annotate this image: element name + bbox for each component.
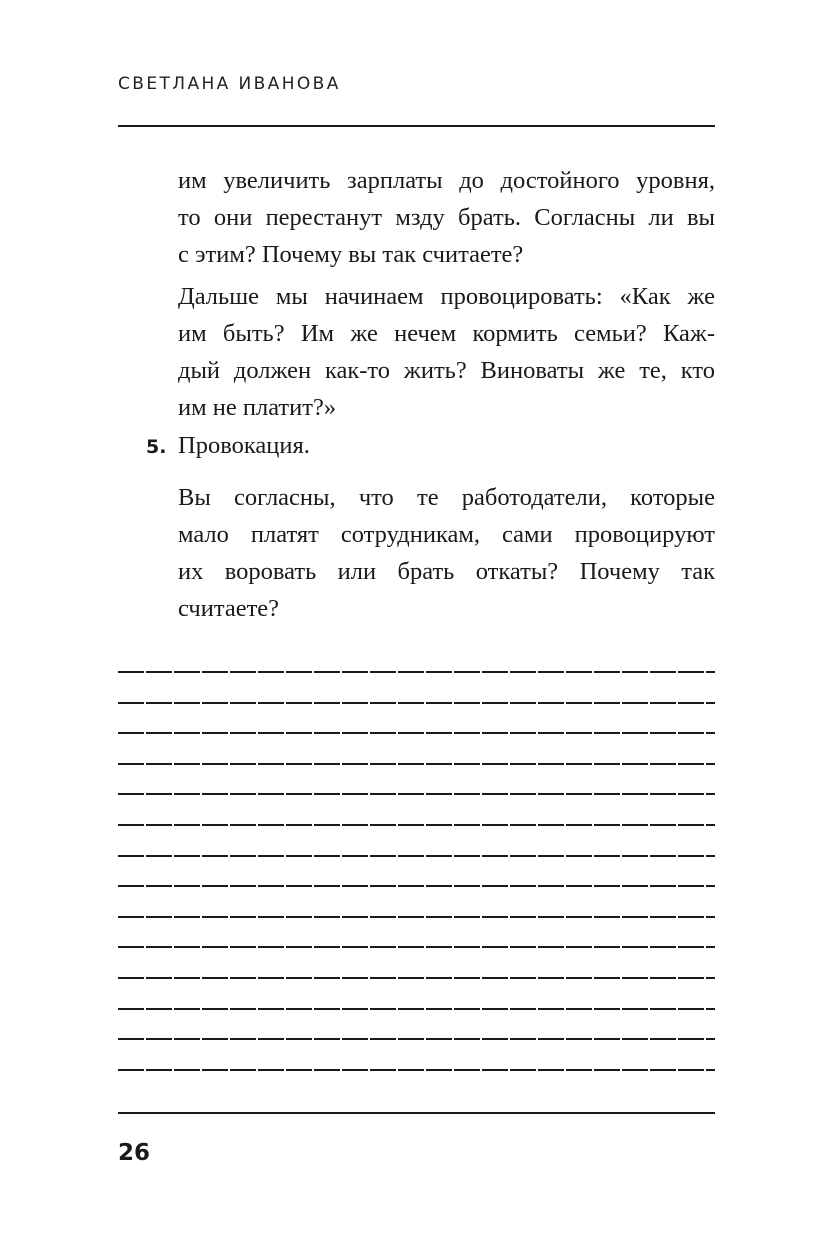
text-line: им увеличить зарплаты до достойного уровня,: [178, 167, 715, 194]
list-item-number: 5.: [146, 436, 167, 458]
text-line: мало платят сотрудникам, сами провоцируют: [178, 521, 715, 548]
answer-line: [118, 1069, 715, 1071]
answer-line: [118, 1008, 715, 1010]
text-line: Дальше мы начинаем провоцировать: «Как же: [178, 283, 715, 310]
text-line: им быть? Им же нечем кормить семьи? Каж-: [178, 320, 715, 347]
text-line: дый должен как-то жить? Виноваты же те, кто: [178, 357, 715, 384]
answer-line: [118, 793, 715, 795]
header-rule: [118, 125, 715, 127]
answer-line: [118, 732, 715, 734]
answer-line: [118, 885, 715, 887]
answer-line: [118, 1038, 715, 1040]
answer-line: [118, 977, 715, 979]
answer-line: [118, 824, 715, 826]
answer-line: [118, 946, 715, 948]
text-line: их воровать или брать откаты? Почему так: [178, 558, 715, 585]
list-item-5: [146, 427, 716, 466]
answer-line: [118, 855, 715, 857]
answer-line: [118, 763, 715, 765]
running-title: СВЕТЛАНА ИВАНОВА: [118, 74, 341, 94]
text-line: считаете?: [178, 595, 280, 622]
answer-line: [118, 916, 715, 918]
answer-lines: [118, 671, 715, 1099]
text-line: Вы согласны, что те работодатели, которые: [178, 484, 715, 511]
page-number: 26: [118, 1140, 151, 1166]
text-line: им не платит?»: [178, 394, 337, 421]
paragraph-continuation: [178, 162, 715, 273]
answer-line: [118, 671, 715, 673]
text-line: с этим? Почему вы так считаете?: [178, 241, 524, 268]
footer-rule: [118, 1112, 715, 1114]
list-item-title: Провокация.: [178, 432, 310, 459]
paragraph-question: [178, 479, 715, 627]
paragraph-provocation-intro: [178, 278, 715, 426]
answer-line: [118, 702, 715, 704]
text-line: то они перестанут мзду брать. Согласны ли вы: [178, 204, 715, 231]
